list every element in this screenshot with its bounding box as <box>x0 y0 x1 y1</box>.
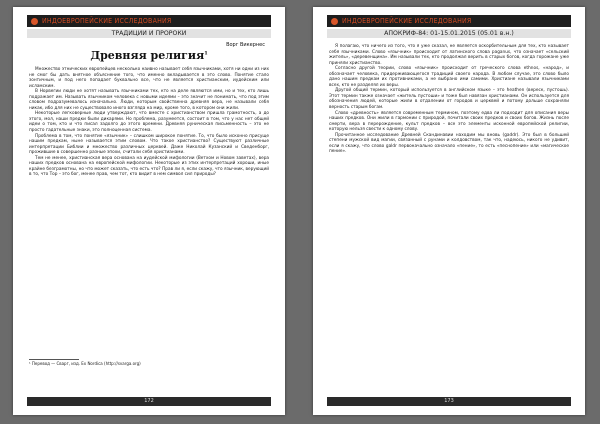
footnote-divider <box>29 359 79 360</box>
article-title-text: Древняя религия <box>90 49 205 62</box>
article-author: Ворг Викернес <box>226 42 265 48</box>
paragraph: Согласно другой теории, слово «язычник» происходит от греческого слова ethnos, «народ», и обозначает человека, придерживающегося традиций своего народа. В любом случае, это слово было дано нашим предкам их противниками, а не выбрано ими самими. Христиане называли язычниками всех, кто не разделял их веры. <box>329 66 569 88</box>
paragraph: Некоторые легковерные люди утверждают, что вместе с христианством пришла грамотность, а до этого, мол, наши предки были дикарями. Но проблема, разумеется, состоит в том, что у нас нет общей идеи о том, кто и что писал задолго до этого времени. Древняя руническая письменность – это не просто гадательные знаки, это полноценная система. <box>29 111 269 134</box>
left-page <box>13 7 285 415</box>
footnote-mark: 1 <box>204 50 208 57</box>
journal-banner <box>27 15 271 27</box>
section-heading: ТРАДИЦИИ И ПРОРОКИ <box>27 29 271 38</box>
paragraph: Тем не менее, христианская вера основана на иудейской мифологии (Ветхом и Новом заветах), вера наших предков основана на европейской мифологии. Некоторые из этих интерпретаций хороши, иные крайне безграмотны, но что может сказать, что есть что? Прав ли я, если скажу, что язычник, верующий в то, что Тор – это бог, менее прав, чем тот, кто видит в нем символ сил природы? <box>29 155 269 178</box>
paragraph: Прочитанное исследование Древней Скандинавии находим мы вновь (gaddr). Это был в большей степени мужской вид магии, связанный с рунами и колдовством, так что, надеюсь, никого не удивит, если я скажу, что слово galdr первоначально означало «пение», то есть «песнопение» или «магическое пение». <box>329 132 569 155</box>
paragraph: Слово «древность» является современным термином, поэтому едва ли подходит для описания веры наших предков. Они жили в гармонии с природой, почитали своих предков и своих богов. Жизнь после смерти, вера в перерождение, культ предков – все это элементы исконной европейской религии, которую нельзя свести к одному слову. <box>329 110 569 133</box>
journal-banner-text: ИНДОЕВРОПЕЙСКИЕ ИССЛЕДОВАНИЯ <box>342 17 472 25</box>
paragraph: Множество этнических европейцев несколько наивно называет себя язычниками, хотя ни одни из них не смог бы дать внятное объяснение того, что именно вкладывается в это слово. Понятие стало зонтичным, и под него попадает буквально все, что не является христианским, иудейским или исламским. <box>29 67 269 89</box>
journal-banner-text: ИНДОЕВРОПЕЙСКИЕ ИССЛЕДОВАНИЯ <box>42 17 172 25</box>
footnote: ¹ Перевод — Сварг, изд. Ex Nordica (http://svarga.org) <box>29 361 141 366</box>
page-number-left: 172 <box>27 397 271 406</box>
article-title <box>13 49 285 62</box>
paragraph: Другой общий термин, который используется в английском языке – это heathen (вереск, пустошь). Этот термин также означает «житель пустоши» и тоже был навязан христианами. Он используется для обозначения людей, которые жили в отдалении от городов и церквей и потому дольше сохраняли верность старым богам. <box>329 88 569 111</box>
paragraph: Проблема в том, что понятие «язычник» – слишком широкое понятие. То, что было исконно присуще нашим предкам, ныне называется этим словом. Что такое христианство? Существуют различные интерпретации Библии и множество различных церквей. Даже Николай Кузанский и Сведенборг, прожившие в совершенно разные эпохи, считали себя христианами. <box>29 133 269 156</box>
paragraph: Я полагаю, что ничего из того, что я уже сказал, не является оскорбительным для тех, кто называет себя язычниками. Слово «язычник» происходит от латинского слова paganus, что означает «сельский житель», «деревенщина». Им называли тех, кто продолжал верить в старых богов, когда горожане уже приняли христианство. <box>329 44 569 66</box>
page-number-right: 173 <box>327 397 571 406</box>
journal-logo-icon <box>331 18 338 25</box>
journal-banner <box>327 15 571 27</box>
right-page <box>313 7 585 415</box>
issue-heading: АПОКРИФ-84: 01-15.01.2015 (05.01 в.н.) <box>327 29 571 38</box>
article-body <box>329 44 569 155</box>
paragraph: В Норвегии люди не хотят называть язычниками тех, кто на деле являются ими, но и тех, кто лишь подражает им. Называть язычником человека с новыми идеями – это значит не понимать, что под этим словом подразумевалось изначально. Люди, которым свойственна древняя вера, не называли себя никак, ибо для них не существовало иного взгляда на мир, кроме того, в котором они жили. <box>29 89 269 111</box>
journal-logo-icon <box>31 18 38 25</box>
article-body <box>29 67 269 178</box>
